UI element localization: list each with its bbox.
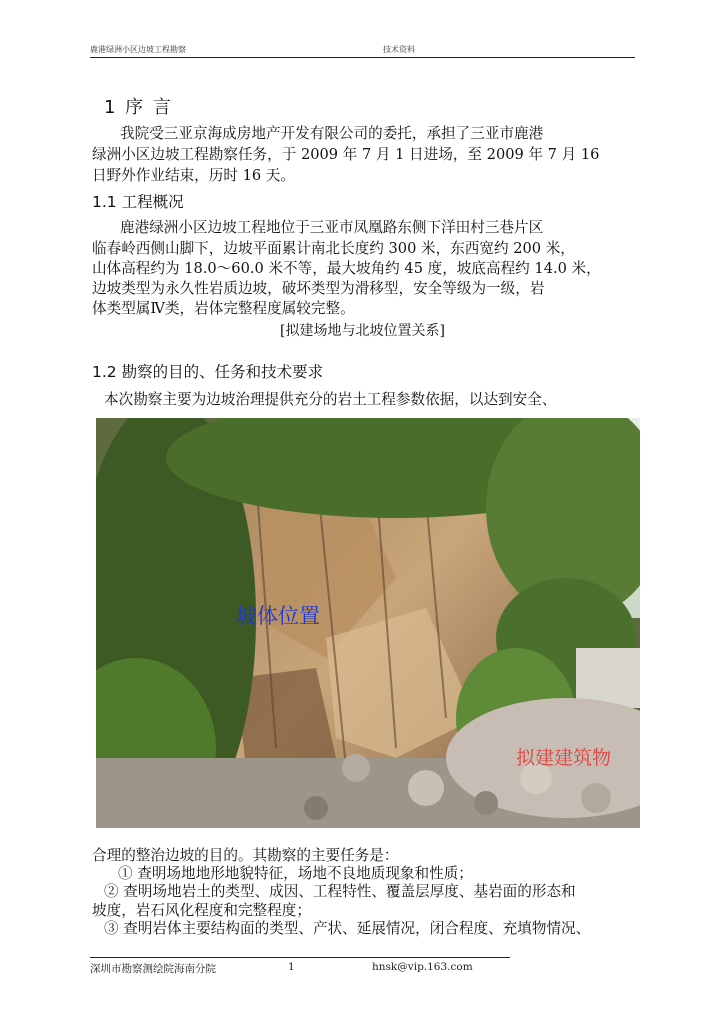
task-item-2-cont: 坡度，岩石风化程度和完整程度； xyxy=(92,902,311,919)
section-1-2-line-1: 本次勘察主要为边坡治理提供充分的岩土工程参数依据，以达到安全、 xyxy=(104,391,557,408)
section-1-1-line-5: 体类型属Ⅳ类，岩体完整程度属较完整。 xyxy=(92,300,355,317)
section-1-line-3: 日野外作业结束，历时 16 天。 xyxy=(92,167,295,184)
section-1-2-heading: 1.2 勘察的目的、任务和技术要求 xyxy=(92,363,324,381)
section-1-2-line-2: 合理的整治边坡的目的。其勘察的主要任务是： xyxy=(92,847,399,864)
page-header xyxy=(90,44,635,58)
footer-page-number: 1 xyxy=(288,961,295,973)
task-item-3: ③ 查明岩体主要结构面的类型、产状、延展情况，闭合程度、充填物情况、 xyxy=(104,920,591,937)
header-rule xyxy=(90,57,635,58)
section-1-1-heading: 1.1 工程概况 xyxy=(92,193,184,211)
footer-rule xyxy=(90,957,510,958)
section-1-line-2: 绿洲小区边坡工程勘察任务，于 2009 年 7 月 1 日进场，至 2009 年 7 月 16 xyxy=(92,146,600,163)
proposed-building-label: 拟建建筑物 xyxy=(516,747,612,769)
slope-position-label: 坡体位置 xyxy=(236,604,320,628)
task-item-2: ② 查明场地岩土的类型、成因、工程特性、覆盖层厚度、基岩面的形态和 xyxy=(104,883,576,900)
section-1-1-line-2: 临春岭西侧山脚下，边坡平面累计南北长度约 300 米，东西宽约 200 米， xyxy=(92,240,575,257)
figure-caption: [拟建场地与北坡位置关系] xyxy=(280,323,445,339)
section-1-heading: 1 序 言 xyxy=(104,97,173,118)
site-photo xyxy=(96,418,640,828)
task-item-1: ① 查明场地地形地貌特征，场地不良地质现象和性质； xyxy=(118,865,473,882)
section-1-1-line-4: 边坡类型为永久性岩质边坡，破坏类型为滑移型，安全等级为一级，岩 xyxy=(92,280,545,297)
section-1-1-line-1: 鹿港绿洲小区边坡工程地位于三亚市凤凰路东侧下洋田村三巷片区 xyxy=(120,219,544,236)
footer-email: hnsk@vip.163.com xyxy=(372,961,473,973)
footer-org: 深圳市勘察测绘院海南分院 xyxy=(90,963,216,975)
header-doc-title: 鹿港绿洲小区边坡工程勘察 xyxy=(90,45,186,54)
section-1-1-line-3: 山体高程约为 18.0～60.0 米不等，最大坡角约 45 度，坡底高程约 14.0 米， xyxy=(92,260,601,277)
header-section-label: 技术资料 xyxy=(383,45,415,54)
section-1-line-1: 我院受三亚京海成房地产开发有限公司的委托，承担了三亚市鹿港 xyxy=(120,125,544,142)
